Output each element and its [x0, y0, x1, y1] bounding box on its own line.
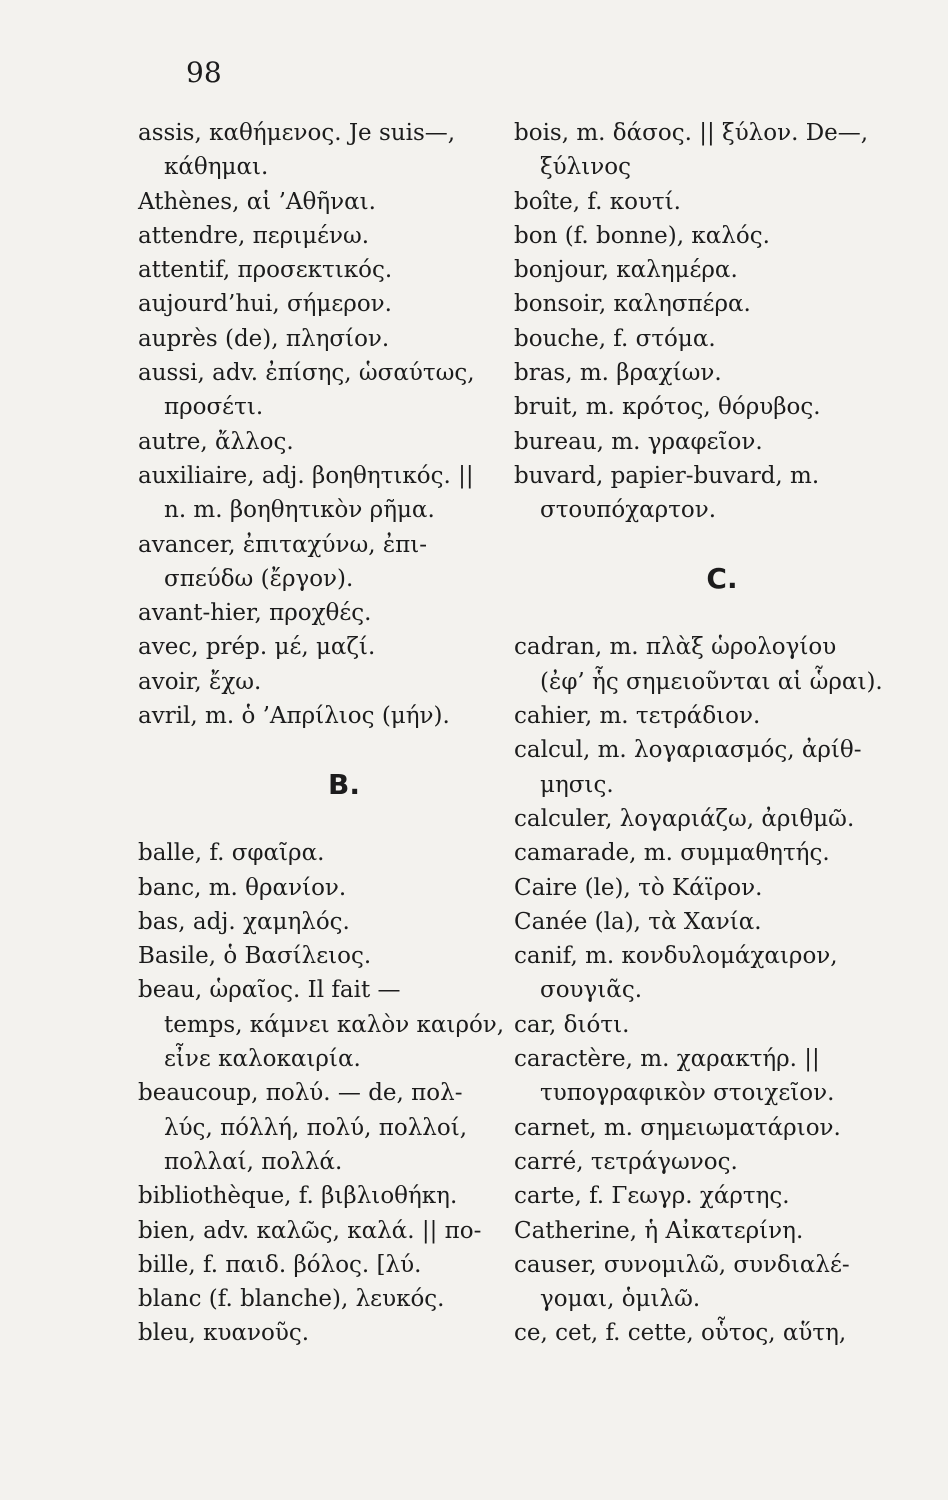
section-spacer — [514, 596, 890, 630]
dictionary-entry: aujourd’hui, σήμερον. — [138, 291, 392, 318]
dictionary-entry: bureau, m. γραφεῖον. — [514, 428, 763, 455]
dictionary-entry: bille, f. παιδ. βόλος. [λύ. — [138, 1251, 422, 1278]
dictionary-entry: auprès (de), πλησίον. — [138, 325, 390, 352]
section-letter-heading: C. — [706, 561, 738, 595]
section-letter-heading: B. — [328, 767, 360, 801]
entry-continuation: τυπογραφικὸν στοιχεῖον. — [540, 1080, 835, 1107]
dictionary-entry: carré, τετράγωνος. — [514, 1148, 738, 1175]
dictionary-entry: bois, m. δάσος. || ξύλον. De—, — [514, 120, 869, 146]
dictionary-entry: boîte, f. κουτί. — [514, 188, 681, 215]
right-column — [514, 116, 890, 1351]
dictionary-entry: banc, m. θρανίον. — [138, 874, 347, 901]
dictionary-entry: bibliothèque, f. βιβλιοθήκη. — [138, 1183, 458, 1210]
dictionary-entry: cahier, m. τετράδιον. — [514, 703, 761, 730]
section-spacer — [138, 733, 510, 767]
dictionary-entry: avril, m. ὁ ’Απρίλιος (μήν). — [138, 703, 450, 730]
dictionary-entry: carte, f. Γεωγρ. χάρτης. — [514, 1183, 790, 1210]
dictionary-entry: bleu, κυανοῦς. — [138, 1320, 310, 1347]
dictionary-entry: calculer, λογαριάζω, ἀριθμῶ. — [514, 805, 855, 832]
dictionary-entry: attentif, προσεκτικός. — [138, 257, 393, 284]
dictionary-entry: autre, ἄλλος. — [138, 428, 294, 455]
dictionary-entry: beau, ὡραῖος. Il fait — — [138, 977, 401, 1004]
dictionary-entry: avant-hier, προχθές. — [138, 600, 372, 627]
dictionary-entry: Basile, ὁ Βασίλειος. — [138, 943, 372, 970]
dictionary-entry: assis, καθήμενος. Je suis—, — [138, 120, 456, 146]
dictionary-entry: avancer, ἐπιταχύνω, ἐπι- — [138, 531, 428, 558]
dictionary-entry: bruit, m. κρότος, θόρυβος. — [514, 394, 821, 421]
dictionary-entry: avoir, ἔχω. — [138, 668, 262, 695]
entry-continuation: σουγιᾶς. — [540, 977, 643, 1004]
dictionary-entry: buvard, papier-buvard, m. — [514, 462, 820, 489]
entry-continuation: λύς, πόλλή, πολύ, πολλοί, — [164, 1114, 468, 1141]
entry-continuation: γομαι, ὁμιλῶ. — [540, 1286, 701, 1313]
dictionary-entry: bonjour, καλημέρα. — [514, 257, 738, 284]
dictionary-entry: bonsoir, καλησπέρα. — [514, 291, 751, 318]
left-column — [138, 116, 510, 1351]
dictionary-entry: canif, m. κονδυλομάχαιρον, — [514, 943, 838, 970]
dictionary-entry: carnet, m. σημειωματάριον. — [514, 1114, 841, 1141]
dictionary-entry: beaucoup, πολύ. — de, πολ- — [138, 1080, 463, 1107]
entry-continuation: προσέτι. — [164, 394, 264, 421]
dictionary-entry: Catherine, ἡ Αἰκατερίνη. — [514, 1217, 804, 1244]
dictionary-entry: balle, f. σφαῖρα. — [138, 840, 325, 867]
dictionary-entry: auxiliaire, adj. βοηθητικός. || — [138, 462, 474, 489]
dictionary-entry: caractère, m. χαρακτήρ. || — [514, 1046, 820, 1073]
dictionary-entry: attendre, περιμένω. — [138, 222, 370, 249]
dictionary-entry: avec, prép. μέ, μαζί. — [138, 634, 376, 661]
section-spacer — [138, 802, 510, 836]
entry-continuation: σπεύδω (ἔργον). — [164, 565, 354, 592]
entry-continuation: n. m. βοηθητικὸν ρῆμα. — [164, 497, 435, 524]
dictionary-entry: Caire (le), τὸ Κάϊρον. — [514, 874, 763, 901]
section-spacer — [514, 528, 890, 562]
dictionary-entry: causer, συνομιλῶ, συνδιαλέ- — [514, 1251, 850, 1278]
dictionary-entry: car, διότι. — [514, 1011, 630, 1038]
entry-continuation: εἶνε καλοκαιρία. — [164, 1046, 361, 1073]
entry-continuation: κάθημαι. — [164, 154, 269, 181]
dictionary-entry: bien, adv. καλῶς, καλά. || πο- — [138, 1217, 482, 1244]
dictionary-entry: camarade, m. συμμαθητής. — [514, 840, 830, 867]
page-number: 98 — [186, 56, 222, 89]
entry-continuation: μησις. — [540, 771, 614, 798]
dictionary-entry: bon (f. bonne), καλός. — [514, 222, 770, 249]
dictionary-entry: blanc (f. blanche), λευκός. — [138, 1286, 445, 1313]
dictionary-entry: ce, cet, f. cette, οὗτος, αὕτη, — [514, 1320, 847, 1347]
entry-continuation: στουπόχαρτον. — [540, 497, 717, 524]
dictionary-entry: bas, adj. χαμηλός. — [138, 908, 350, 935]
entry-continuation: ξύλινος — [540, 154, 631, 181]
entry-continuation: πολλαί, πολλά. — [164, 1148, 343, 1175]
dictionary-entry: Athènes, αἱ ’Αθῆναι. — [138, 188, 376, 215]
dictionary-entry: aussi, adv. ἐπίσης, ὡσαύτως, — [138, 360, 475, 387]
dictionary-entry: Canée (la), τὰ Χανία. — [514, 908, 762, 935]
entry-continuation: temps, κάμνει καλὸν καιρόν, — [164, 1011, 505, 1038]
dictionary-entry: calcul, m. λογαριασμός, ἀρίθ- — [514, 737, 862, 764]
dictionary-entry: bouche, f. στόμα. — [514, 325, 716, 352]
dictionary-entry: cadran, m. πλὰξ ὡρολογίου — [514, 634, 837, 661]
dictionary-entry: bras, m. βραχίων. — [514, 360, 722, 387]
entry-continuation: (ἐφ’ ἧς σημειοῦνται αἱ ὧραι). — [540, 668, 883, 695]
